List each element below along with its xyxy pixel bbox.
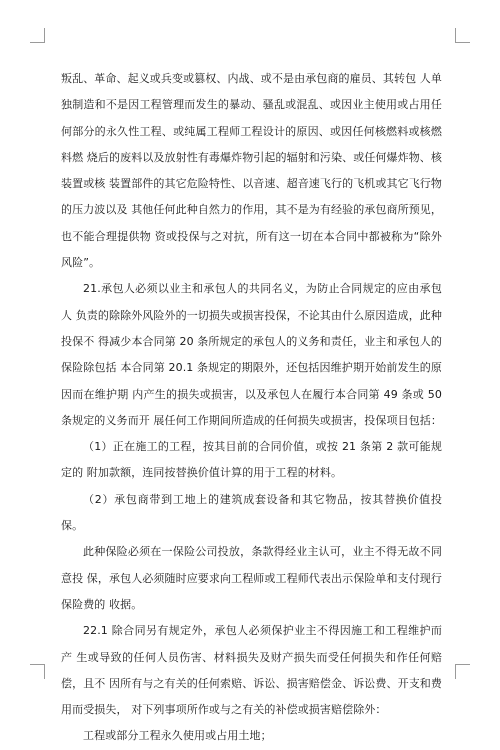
document-body bbox=[61, 66, 442, 750]
crop-mark-bottom-left bbox=[30, 664, 45, 679]
paragraph-excluded-risks: 叛乱、革命、起义或兵变或篡权、内战、或不是由承包商的雇员、其转包 人单独制造和不是因工程管理而发生的暴动、骚乱或混乱、或因业主使用或占用任 何部分的永久性工程、或纯属工程师工程设计的原因、或因任何核燃料或核燃料燃 烧后的废料以及放射性有毒爆炸物引起的辐射和污染、或任何爆炸物、核装置或核 装置部件的其它危险特性、以音速、超音速飞行的飞机或其它飞行物的压力波以及 其他任何此种自然力的作用，其不是为有经验的承包商所预见，也不能合理提供物 资或投保与之对抗，所有这一切在本合同中都被称为“除外风险”。 bbox=[61, 72, 442, 270]
paragraph-item-1: （1）正在施工的工程，按其目前的合同价值，或按 21 条第 2 款可能规定的 附加款额，连同按替换价值计算的用于工程的材料。 bbox=[61, 440, 442, 480]
paragraph-clause-22-1: 22.1 除合同另有规定外，承包人必须保护业主不得因施工和工程维护而产 生或导致的任何人员伤害、材料损失及财产损失而受任何损失和作任何赔偿，且不 因所有与之有关的任何索赔、诉讼、损害赔偿金、诉讼费、开支和费用而受损失， 对下列事项所作或与之有关的补偿或损害赔偿除外： bbox=[61, 624, 442, 717]
paragraph-insurance-terms: 此种保险必须在一保险公司投放，条款得经业主认可，业主不得无故不同意投 保，承包人必须随时应要求向工程师或工程师代表出示保险单和支付现行保险费的 收据。 bbox=[61, 545, 442, 611]
crop-mark-top-right bbox=[455, 28, 470, 43]
paragraph-land-use: 工程或部分工程永久使用或占用土地； bbox=[83, 729, 272, 743]
crop-mark-top-left bbox=[30, 28, 45, 43]
paragraph-item-2: （2）承包商带到工地上的建筑成套设备和其它物品，按其替换价值投保。 bbox=[61, 492, 442, 533]
paragraph-clause-21: 21.承包人必须以业主和承包人的共同名义，为防止合同规定的应由承包人 负责的除除外风险外的一切损失或损害投保，不论其由什么原因造成，此种投保不 得减少本合同第 20 条所规定的承包人的义务和责任，业主和承包人的保险除包括 本合同第 20.1 条规定的期限外，还包括因维护期开始前发生的原因而在维护期 内产生的损失或损害，以及承包人在履行本合同第 49 条或 50 条规定的义务而开 展任何工作期间所造成的任何损失或损害，投保项目包括： bbox=[61, 282, 442, 427]
crop-mark-bottom-right bbox=[455, 664, 470, 679]
